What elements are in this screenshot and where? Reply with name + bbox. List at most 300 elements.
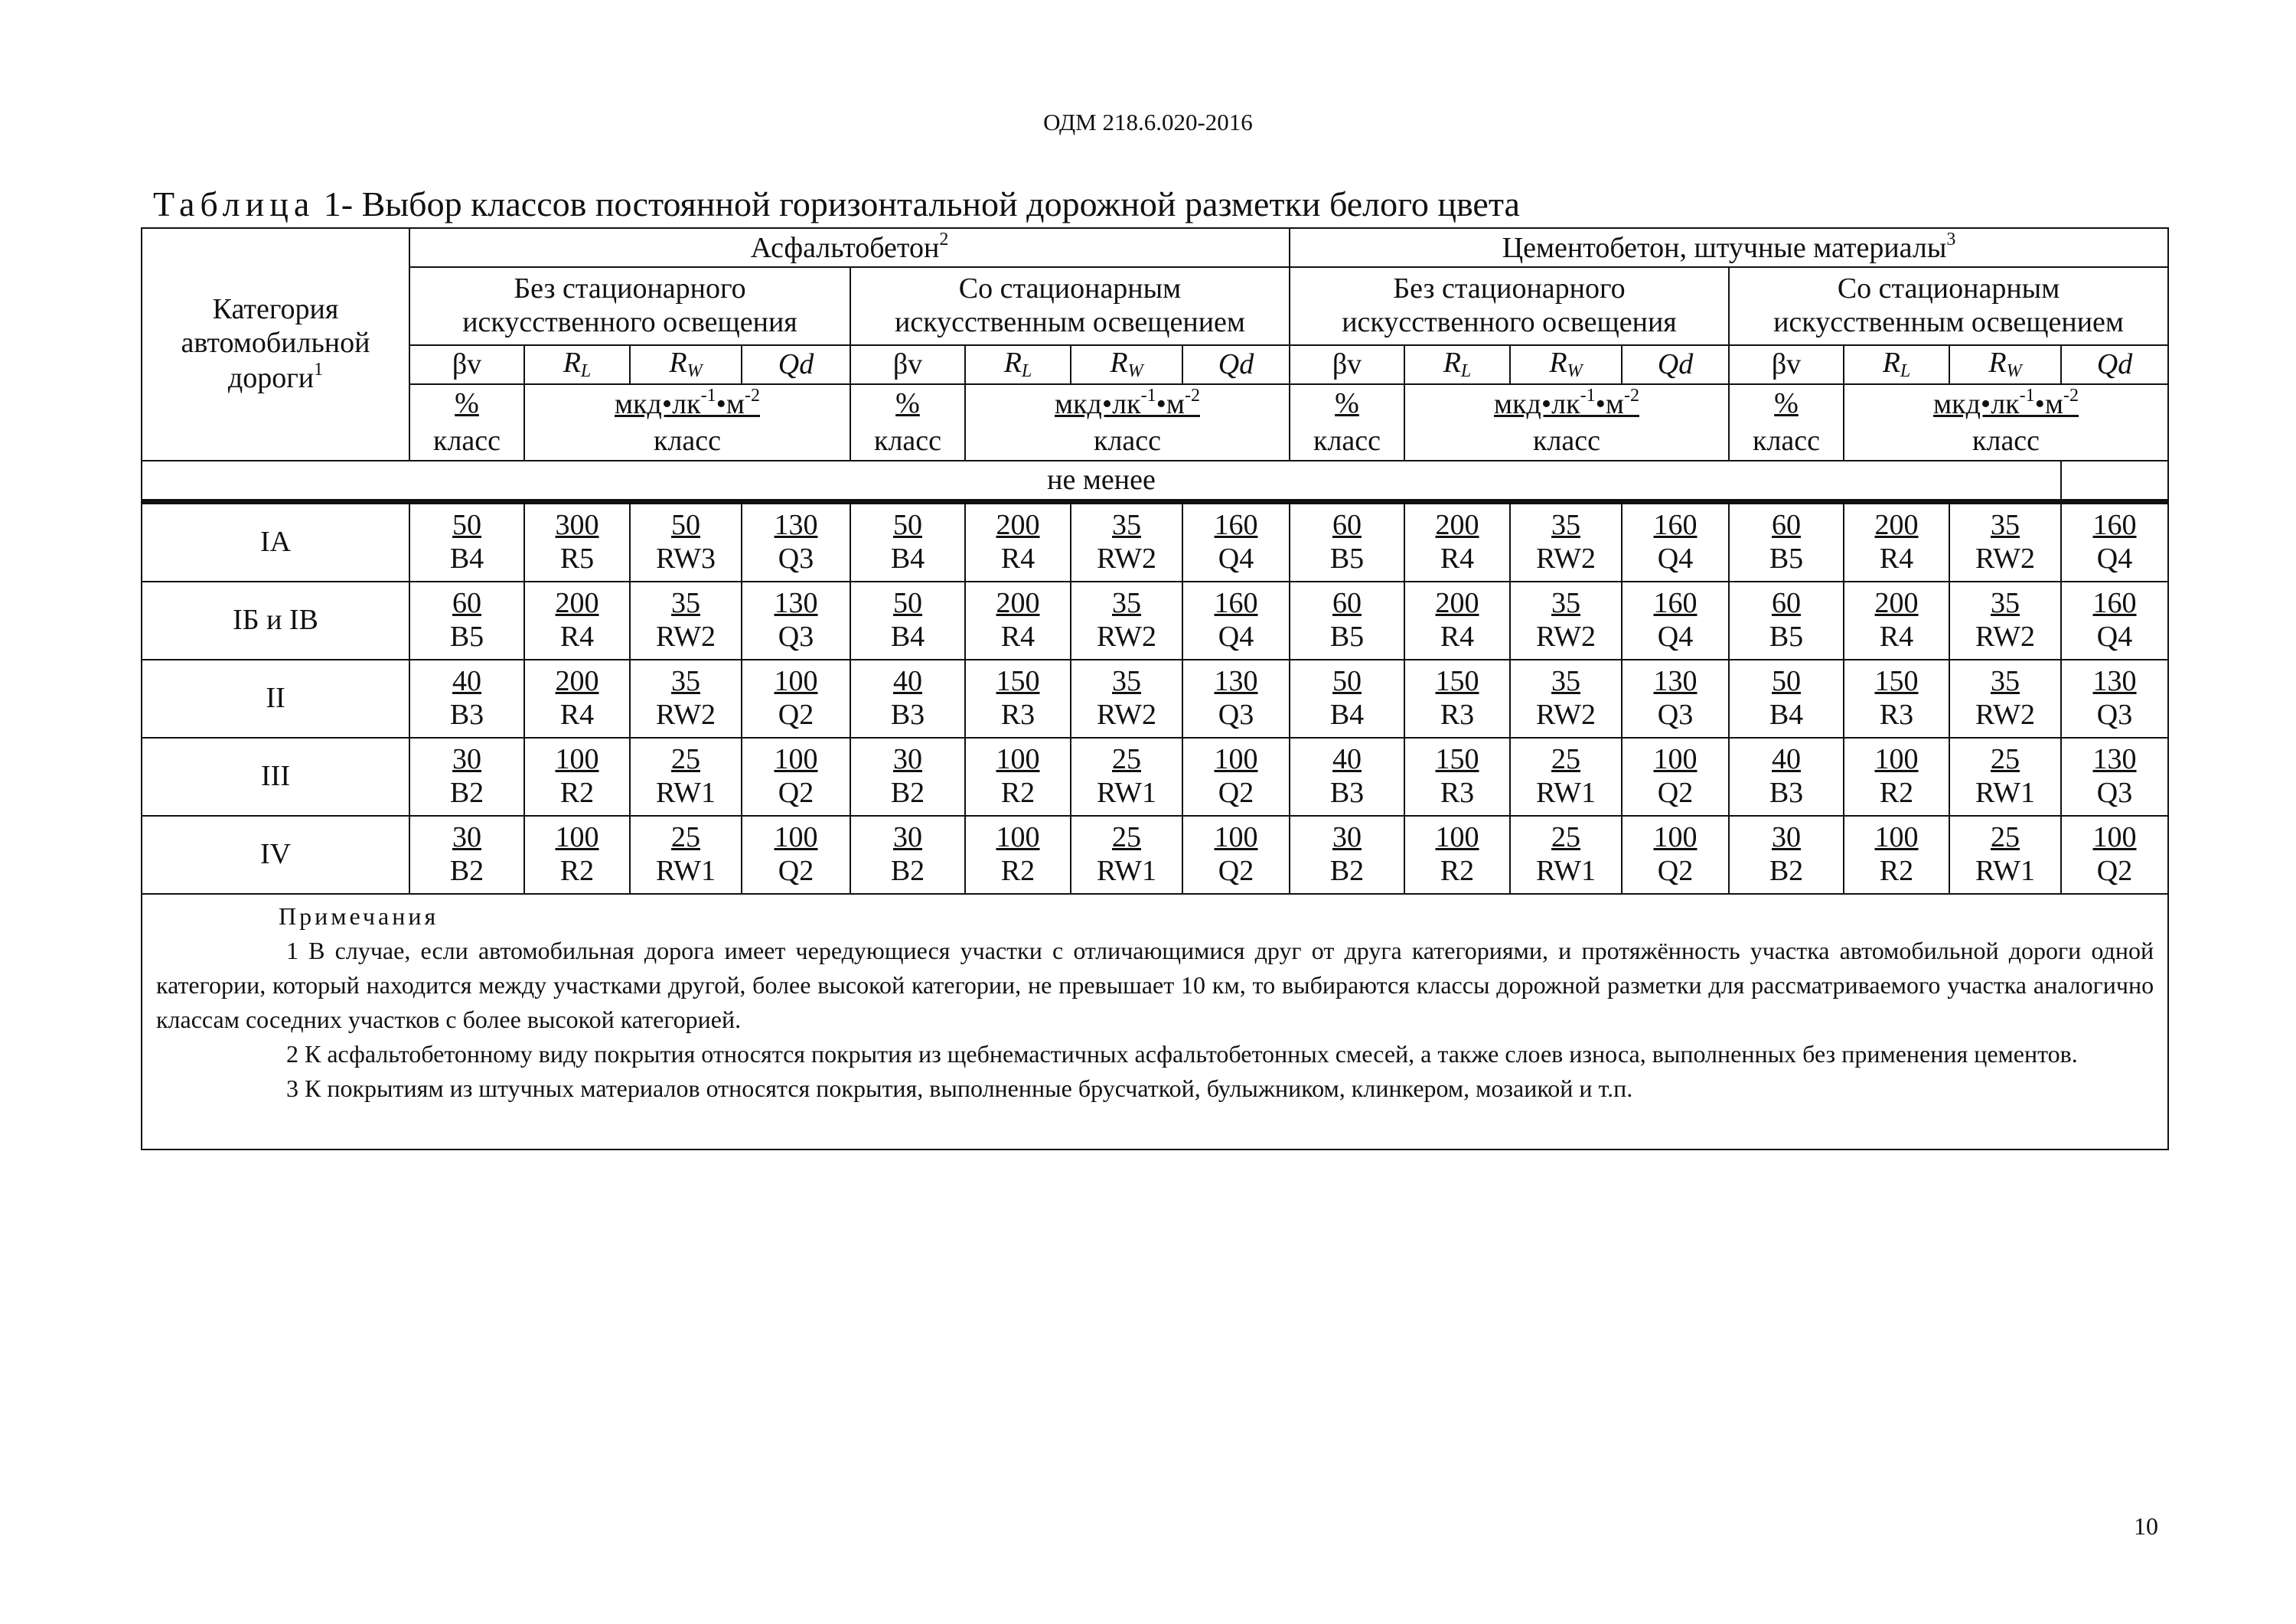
param-qd-header: Qd (1182, 345, 1290, 384)
class-value: Q2 (2096, 855, 2133, 887)
min-value: 30 (452, 821, 481, 854)
class-value: RW2 (1535, 543, 1596, 575)
value-cell (1071, 582, 1182, 660)
min-value: 60 (1772, 587, 1801, 620)
param-rl-header (965, 345, 1071, 384)
param-rl-header (1404, 345, 1510, 384)
class-value: B5 (1769, 621, 1804, 653)
param-beta-header: βv (1290, 345, 1404, 384)
unit-exponent: -1 (700, 386, 716, 406)
surface-group-label: Цементобетон, штучные материалы (1502, 232, 1947, 265)
surface-group-label: Асфальтобетон (750, 232, 940, 265)
unit-percent (409, 384, 524, 422)
value-cell (1622, 660, 1729, 738)
table-row (142, 502, 2168, 582)
min-value: 100 (1653, 743, 1698, 776)
min-value: 35 (1112, 665, 1141, 698)
min-value: 100 (1435, 821, 1479, 854)
class-value: R4 (1440, 543, 1475, 575)
class-value: B5 (449, 621, 484, 653)
min-value: 35 (671, 665, 700, 698)
value-cell (1949, 582, 2061, 660)
unit-exponent: -1 (1140, 386, 1156, 406)
value-cell (1844, 502, 1949, 582)
min-value: 130 (2092, 743, 2137, 776)
min-value: 40 (893, 665, 922, 698)
value-cell (2061, 738, 2168, 816)
min-value: 25 (1991, 743, 2020, 776)
unit-percent-text: % (895, 386, 920, 419)
class-value: RW1 (1535, 855, 1596, 887)
unit-luminance-text (1055, 388, 1200, 420)
note-item: 3 К покрытиям из штучных материалов относятся покрытия, выполненные брусчаткой, булыжником, клинкером, мозаикой и т.п. (286, 1075, 1633, 1102)
param-subscript: W (687, 361, 703, 382)
class-value: Q2 (1657, 777, 1694, 809)
class-value: B3 (1329, 777, 1365, 809)
class-value: R4 (1879, 543, 1914, 575)
value-cell (965, 582, 1071, 660)
value-cell (524, 660, 630, 738)
table-caption-number: 1- (315, 184, 362, 223)
class-value: RW2 (1096, 699, 1157, 731)
value-cell (1290, 582, 1404, 660)
class-value: R2 (559, 777, 595, 809)
value-cell (742, 660, 850, 738)
value-cell (1404, 582, 1510, 660)
min-value: 150 (1435, 743, 1479, 776)
min-value: 30 (893, 743, 922, 776)
value-cell (1949, 502, 2061, 582)
class-value: RW1 (1975, 855, 2036, 887)
value-cell (742, 738, 850, 816)
unit-exponent: -2 (1184, 386, 1200, 406)
class-value: R4 (1879, 621, 1914, 653)
class-value: Q2 (1218, 855, 1254, 887)
unit-part: •м (1156, 388, 1185, 421)
value-cell (1844, 582, 1949, 660)
value-cell (409, 582, 524, 660)
road-category: II (142, 660, 409, 738)
class-value: Q2 (778, 699, 814, 731)
unit-percent (850, 384, 965, 422)
min-value: 200 (996, 509, 1040, 542)
param-subscript: L (580, 361, 592, 382)
min-value: 130 (774, 587, 818, 620)
param-symbol: R (1882, 347, 1900, 380)
class-value: B4 (1769, 699, 1804, 731)
value-cell (742, 582, 850, 660)
value-cell (1182, 816, 1290, 894)
min-value: 30 (893, 821, 922, 854)
min-value: 35 (1551, 509, 1580, 542)
param-symbol: R (1110, 347, 1128, 380)
min-value: 60 (1772, 509, 1801, 542)
value-cell (1182, 738, 1290, 816)
value-cell (1729, 738, 1844, 816)
road-category: IБ и IВ (142, 582, 409, 660)
class-value: RW2 (1535, 621, 1596, 653)
min-value: 25 (671, 821, 700, 854)
value-cell (850, 502, 965, 582)
value-cell (1404, 738, 1510, 816)
min-value: 25 (671, 743, 700, 776)
min-value: 300 (555, 509, 599, 542)
value-cell (524, 816, 630, 894)
unit-class: класс (965, 422, 1290, 461)
value-cell (1844, 660, 1949, 738)
lighting-header-with (850, 267, 1290, 345)
class-value: R4 (1000, 543, 1035, 575)
value-cell (965, 502, 1071, 582)
class-value: Q4 (1657, 621, 1694, 653)
document-code-header: ОДМ 218.6.020-2016 (1043, 109, 1253, 135)
min-value: 100 (555, 821, 599, 854)
param-symbol: R (1549, 347, 1567, 380)
value-cell (1510, 816, 1622, 894)
unit-luminance (965, 384, 1290, 422)
value-cell (1290, 660, 1404, 738)
min-value: 50 (893, 587, 922, 620)
class-value: B4 (1329, 699, 1365, 731)
table-caption-title: Выбор классов постоянной горизонтальной дорожной разметки белого цвета (361, 184, 1520, 223)
value-cell (524, 502, 630, 582)
unit-exponent: -1 (2019, 386, 2035, 406)
min-value: 60 (452, 587, 481, 620)
min-value: 35 (1991, 665, 2020, 698)
class-value: Q3 (1657, 699, 1694, 731)
param-rw-header (1510, 345, 1622, 384)
param-subscript: W (1127, 361, 1143, 382)
min-value: 50 (1332, 665, 1362, 698)
class-value: RW3 (655, 543, 716, 575)
class-value: Q4 (1218, 543, 1254, 575)
min-value: 100 (774, 743, 818, 776)
class-value: RW1 (1535, 777, 1596, 809)
min-value: 150 (1435, 665, 1479, 698)
min-value: 130 (774, 509, 818, 542)
min-value: 35 (671, 587, 700, 620)
min-value: 100 (1874, 821, 1919, 854)
min-value: 30 (1332, 821, 1362, 854)
min-value: 30 (452, 743, 481, 776)
value-cell (1949, 816, 2061, 894)
class-value: B5 (1329, 621, 1365, 653)
min-value: 200 (555, 587, 599, 620)
class-value: R2 (1440, 855, 1475, 887)
min-value: 60 (1332, 587, 1362, 620)
class-value: B2 (1329, 855, 1365, 887)
class-value: R2 (1879, 855, 1914, 887)
class-value: B2 (1769, 855, 1804, 887)
min-value: 200 (1874, 509, 1919, 542)
min-value: 25 (1112, 743, 1141, 776)
unit-part: мкд•лк (1933, 388, 2020, 421)
min-value: 100 (996, 743, 1040, 776)
unit-part: •м (1595, 388, 1624, 421)
value-cell (630, 816, 742, 894)
class-value: RW2 (1096, 543, 1157, 575)
value-cell (524, 582, 630, 660)
param-symbol: R (669, 347, 687, 380)
value-cell (1510, 582, 1622, 660)
min-value: 25 (1112, 821, 1141, 854)
lighting-header-with (1729, 267, 2168, 345)
min-value: 200 (1435, 587, 1479, 620)
value-cell (1182, 582, 1290, 660)
class-value: RW2 (655, 699, 716, 731)
value-cell (630, 502, 742, 582)
min-value: 50 (671, 509, 700, 542)
value-cell (850, 816, 965, 894)
value-cell (409, 738, 524, 816)
class-value: B5 (1329, 543, 1365, 575)
class-value: B5 (1769, 543, 1804, 575)
lighting-header-without (1290, 267, 1729, 345)
param-beta-header: βv (409, 345, 524, 384)
value-cell (1290, 502, 1404, 582)
class-value: Q3 (1218, 699, 1254, 731)
value-cell (1622, 502, 1729, 582)
min-value: 100 (774, 821, 818, 854)
class-value: B4 (890, 543, 925, 575)
class-value: R2 (1000, 855, 1035, 887)
param-beta-header: βv (1729, 345, 1844, 384)
min-value: 100 (774, 665, 818, 698)
value-cell (1071, 738, 1182, 816)
class-value: R2 (1879, 777, 1914, 809)
class-value: B4 (890, 621, 925, 653)
class-value: RW2 (1975, 543, 2036, 575)
min-value: 160 (2092, 509, 2137, 542)
min-value: 40 (1772, 743, 1801, 776)
class-value: R3 (1879, 699, 1914, 731)
table-row (142, 660, 2168, 738)
footnote-ref: 2 (939, 230, 949, 250)
param-symbol: R (1003, 347, 1022, 380)
unit-luminance (524, 384, 850, 422)
value-cell (850, 582, 965, 660)
table-row (142, 816, 2168, 894)
lighting-header-line1: Со стационарным (958, 272, 1182, 305)
notes-block (142, 894, 2168, 1150)
min-value: 25 (1991, 821, 2020, 854)
param-subscript: W (1567, 361, 1583, 382)
class-value: RW1 (655, 777, 716, 809)
min-value: 130 (2092, 665, 2137, 698)
min-value: 40 (452, 665, 481, 698)
class-value: R5 (559, 543, 595, 575)
value-cell (409, 816, 524, 894)
min-value: 40 (1332, 743, 1362, 776)
value-cell (2061, 502, 2168, 582)
unit-percent (1290, 384, 1404, 422)
class-value: R4 (559, 621, 595, 653)
unit-part: •м (716, 388, 745, 421)
min-value: 50 (893, 509, 922, 542)
unit-class: класс (850, 422, 965, 461)
param-subscript: L (1021, 361, 1032, 382)
unit-percent-text: % (1335, 386, 1359, 419)
class-value: R3 (1000, 699, 1035, 731)
class-value: Q3 (778, 621, 814, 653)
min-value: 100 (1214, 743, 1258, 776)
class-value: RW2 (1535, 699, 1596, 731)
min-value: 160 (2092, 587, 2137, 620)
class-value: RW1 (1096, 855, 1157, 887)
unit-part: мкд•лк (1494, 388, 1580, 421)
value-cell (1729, 582, 1844, 660)
category-header (142, 228, 409, 461)
footnote-ref: 1 (314, 360, 324, 380)
value-cell (1404, 660, 1510, 738)
value-cell (742, 502, 850, 582)
param-symbol: R (1988, 347, 2007, 380)
min-value: 160 (1214, 587, 1258, 620)
category-header-line2: автомобильной (181, 326, 370, 359)
param-rl-header (524, 345, 630, 384)
min-value: 25 (1551, 821, 1580, 854)
lighting-header-line2: искусственного освещения (462, 306, 797, 338)
class-value: R4 (559, 699, 595, 731)
unit-luminance-text (615, 388, 760, 420)
param-symbol: R (563, 347, 581, 380)
class-value: Q4 (1218, 621, 1254, 653)
class-value: RW1 (1975, 777, 2036, 809)
param-rw-header (1949, 345, 2061, 384)
class-value: RW2 (1975, 699, 2036, 731)
value-cell (1404, 816, 1510, 894)
value-cell (409, 502, 524, 582)
min-value: 130 (1653, 665, 1698, 698)
class-value: R4 (1000, 621, 1035, 653)
value-cell (630, 660, 742, 738)
unit-part: •м (2034, 388, 2063, 421)
class-value: Q3 (778, 543, 814, 575)
class-value: RW2 (1975, 621, 2036, 653)
class-value: R3 (1440, 777, 1475, 809)
class-value: RW2 (1096, 621, 1157, 653)
value-cell (409, 660, 524, 738)
value-cell (1290, 738, 1404, 816)
table-row (142, 738, 2168, 816)
table-caption (153, 184, 1520, 223)
value-cell (630, 738, 742, 816)
surface-group-cement (1290, 228, 2168, 267)
min-value: 50 (1772, 665, 1801, 698)
value-cell (1290, 816, 1404, 894)
min-value: 160 (1653, 587, 1698, 620)
value-cell (524, 738, 630, 816)
lighting-header-line2: искусственным освещением (1773, 306, 2124, 338)
class-value: R2 (559, 855, 595, 887)
value-cell (1844, 738, 1949, 816)
class-value: RW2 (655, 621, 716, 653)
unit-part: мкд•лк (1055, 388, 1141, 421)
value-cell (850, 738, 965, 816)
value-cell (850, 660, 965, 738)
min-value: 25 (1551, 743, 1580, 776)
lighting-header-line2: искусственным освещением (895, 306, 1245, 338)
value-cell (1844, 816, 1949, 894)
param-qd-header: Qd (1622, 345, 1729, 384)
unit-class: класс (1404, 422, 1729, 461)
min-value: 35 (1991, 509, 2020, 542)
param-subscript: L (1900, 361, 1911, 382)
class-value: B2 (890, 777, 925, 809)
value-cell (742, 816, 850, 894)
value-cell (1182, 660, 1290, 738)
min-value: 35 (1551, 587, 1580, 620)
class-value: RW1 (1096, 777, 1157, 809)
unit-part: мкд•лк (615, 388, 701, 421)
unit-class: класс (524, 422, 850, 461)
min-value: 100 (1653, 821, 1698, 854)
min-value: 60 (1332, 509, 1362, 542)
value-cell (1071, 816, 1182, 894)
min-value: 30 (1772, 821, 1801, 854)
min-value: 100 (996, 821, 1040, 854)
table-caption-label: Таблица (153, 184, 315, 223)
unit-luminance (1844, 384, 2168, 422)
value-cell (1404, 502, 1510, 582)
value-cell (2061, 582, 2168, 660)
unit-percent-text: % (455, 386, 479, 419)
category-header-line3: дороги (227, 362, 315, 395)
unit-exponent: -2 (1623, 386, 1639, 406)
min-value: 35 (1112, 587, 1141, 620)
value-cell (2061, 816, 2168, 894)
min-value: 160 (1653, 509, 1698, 542)
value-cell (1071, 660, 1182, 738)
class-value: B3 (1769, 777, 1804, 809)
footnote-ref: 3 (1946, 230, 1956, 250)
unit-exponent: -2 (2063, 386, 2079, 406)
param-qd-header: Qd (742, 345, 850, 384)
unit-exponent: -1 (1580, 386, 1596, 406)
value-cell (630, 582, 742, 660)
unit-class: класс (1290, 422, 1404, 461)
value-cell (1622, 582, 1729, 660)
value-cell (1182, 502, 1290, 582)
value-cell (1622, 738, 1729, 816)
min-value: 150 (1874, 665, 1919, 698)
value-cell (1949, 738, 2061, 816)
param-qd-header: Qd (2061, 345, 2168, 384)
param-subscript: L (1460, 361, 1472, 382)
class-value: B3 (890, 699, 925, 731)
min-value: 35 (1551, 665, 1580, 698)
road-category: IV (142, 816, 409, 894)
unit-exponent: -2 (744, 386, 760, 406)
class-value: Q2 (778, 777, 814, 809)
road-category: IA (142, 502, 409, 582)
unit-percent (1729, 384, 1844, 422)
value-cell (965, 816, 1071, 894)
min-value: 200 (1874, 587, 1919, 620)
value-cell (1510, 660, 1622, 738)
class-value: Q3 (2096, 699, 2133, 731)
min-value: 100 (555, 743, 599, 776)
table-row (142, 582, 2168, 660)
marking-classes-table (141, 227, 2169, 1150)
unit-class: класс (1729, 422, 1844, 461)
unit-luminance-text (1494, 388, 1639, 420)
min-value: 100 (1874, 743, 1919, 776)
note-item: 1 В случае, если автомобильная дорога имеет чередующиеся участки с отличающимися друг от друга категориями, и протяжённость участка автомобильной дороги одной категории, который находится между участками другой, более высокой категории, не превышает 10 км, то выбираются классы дорожной разметки для рассматриваемого участка аналогично классам соседних участков с более высокой категорией. (156, 937, 2154, 1033)
not-less-label: не менее (142, 461, 2061, 502)
unit-luminance-text (1933, 388, 2079, 420)
min-value: 100 (1214, 821, 1258, 854)
